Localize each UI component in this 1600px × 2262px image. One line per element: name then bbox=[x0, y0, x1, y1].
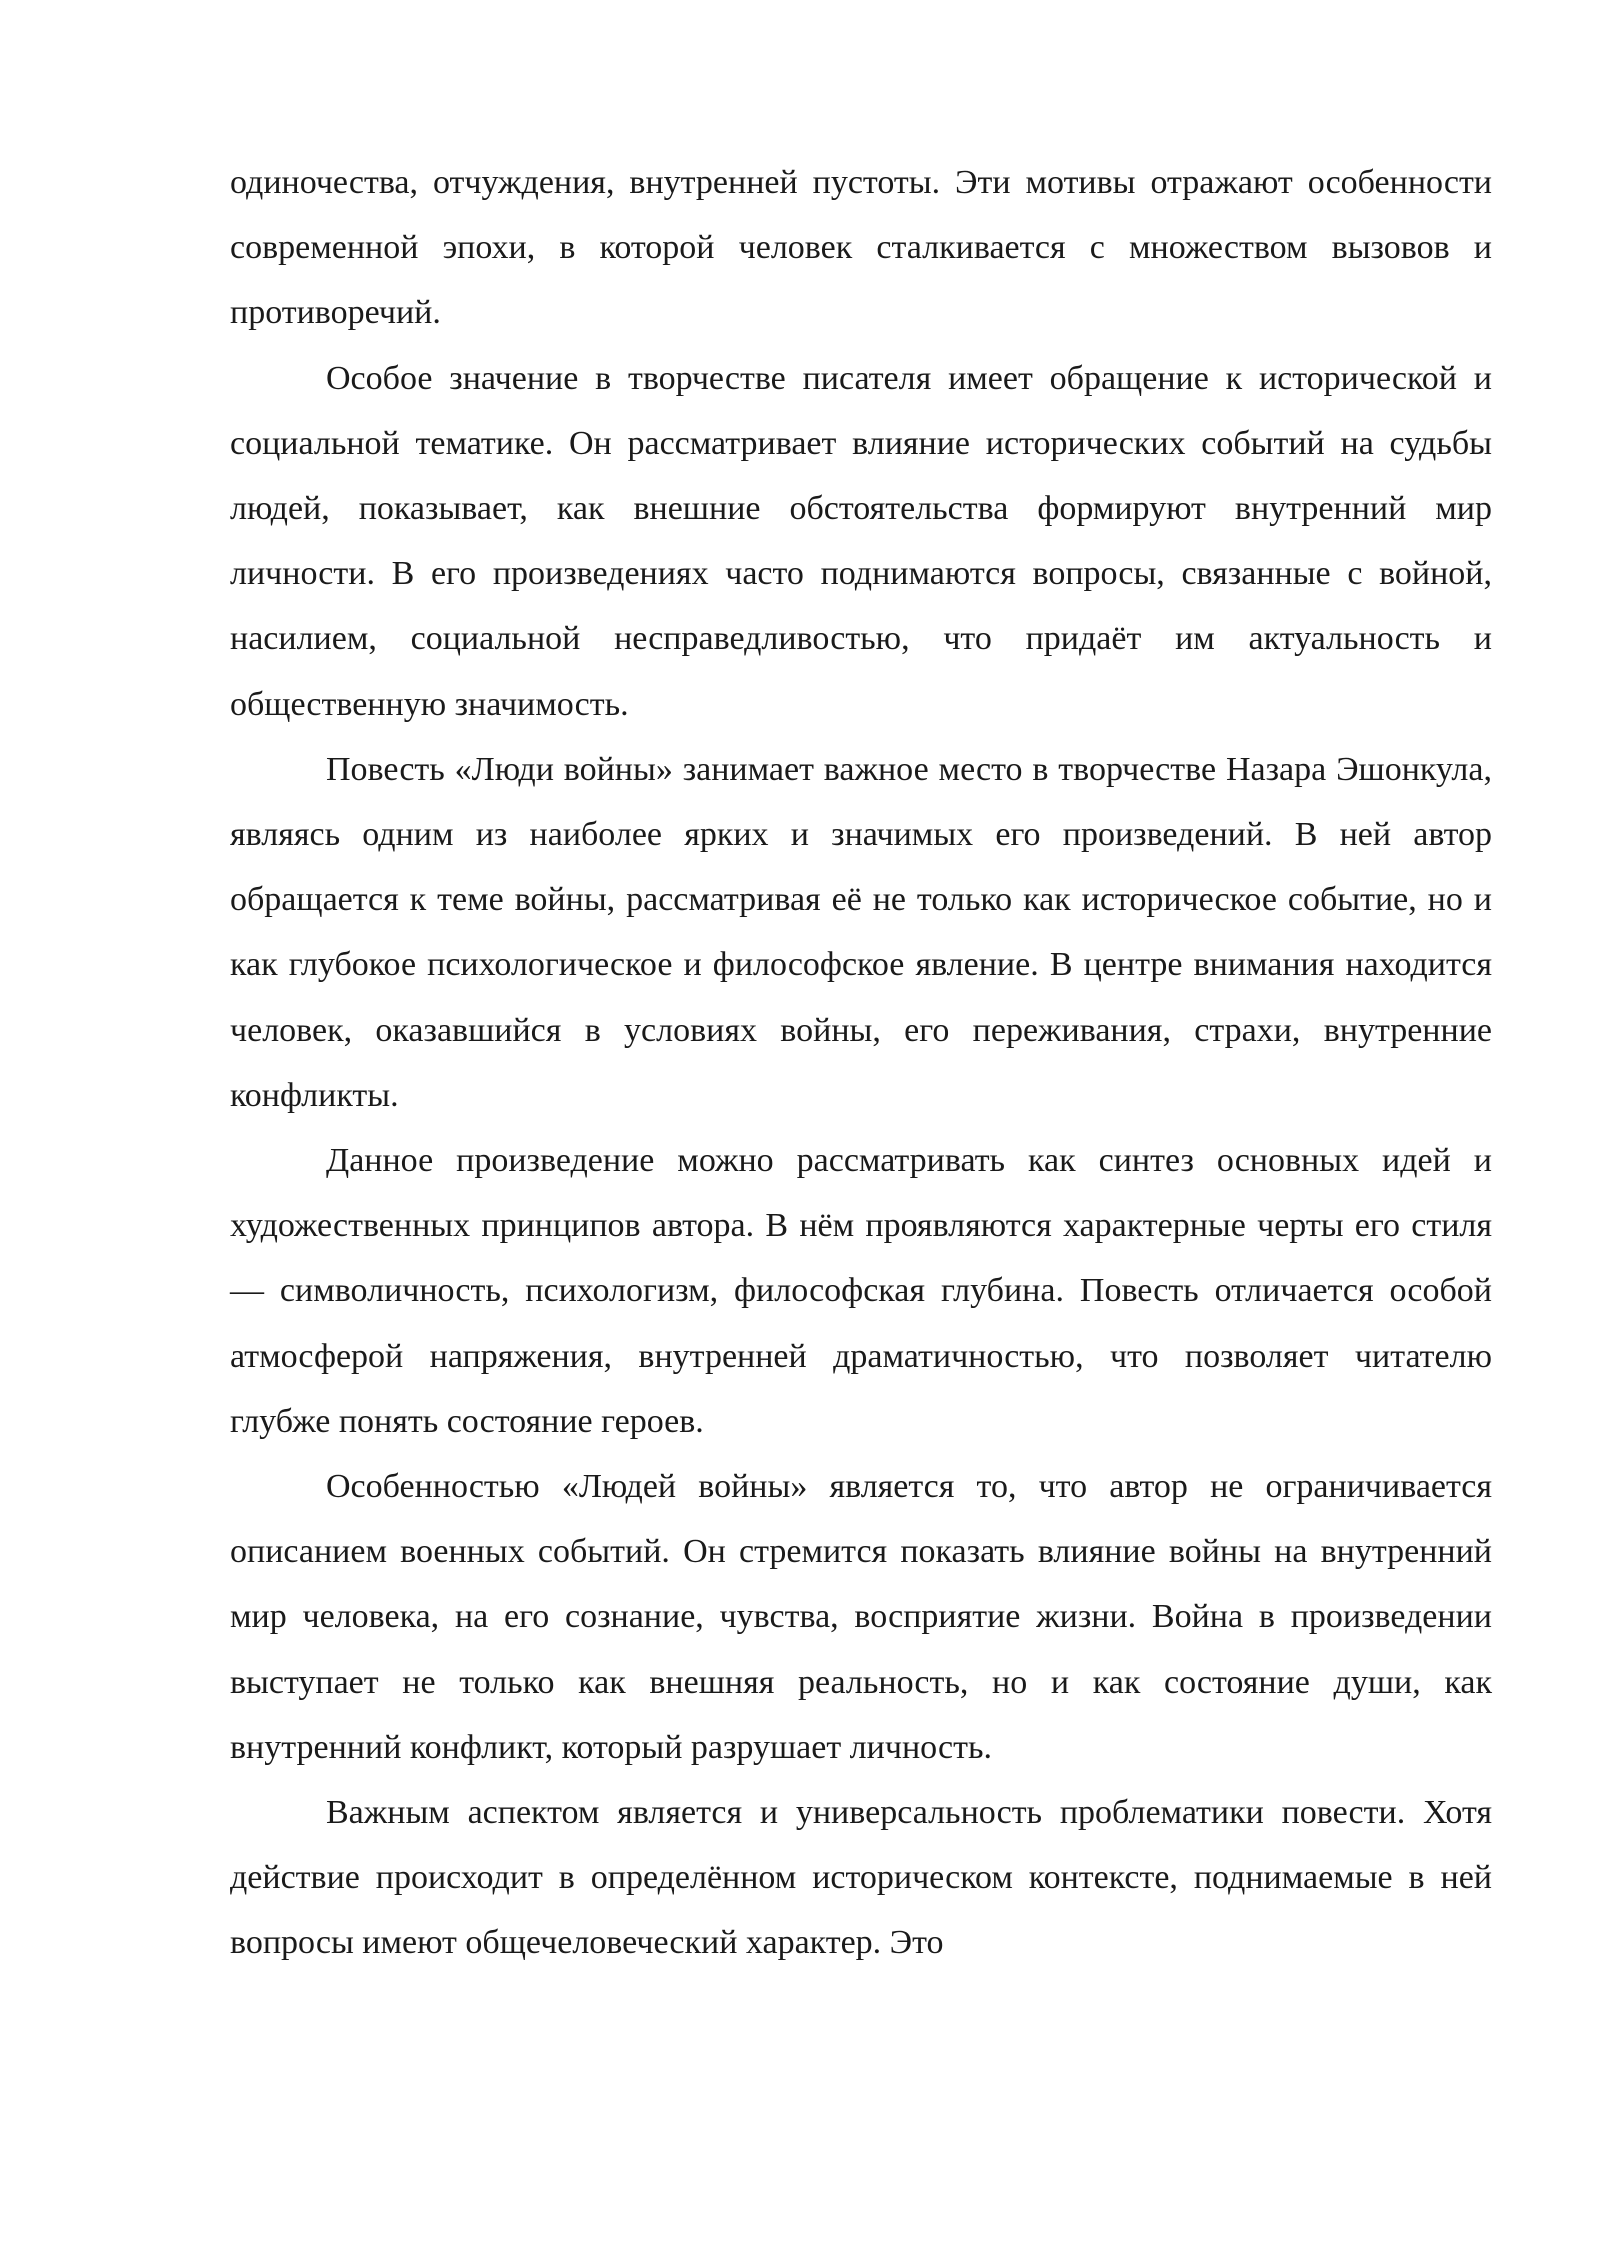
paragraph-3: Повесть «Люди войны» занимает важное место в творчестве Назара Эшонкула, являясь одним из наиболее ярких и значимых его произведений. В ней автор обращается к теме войны, рассматривая её не только как историческое событие, но и как глубокое психологическое и философское явление. В центре внимания находится человек, оказавшийся в условиях войны, его переживания, страхи, внутренние конфликты. bbox=[230, 750, 1492, 1114]
paragraph-4: Данное произведение можно рассматривать как синтез основных идей и художественных принципов автора. В нём проявляются характерные черты его стиля — символичность, психологизм, философская глубина. Повесть отличается особой атмосферой напряжения, внутренней драматичностью, что позволяет читателю глубже понять состояние героев. bbox=[230, 1142, 1492, 1440]
paragraph-6: Важным аспектом является и универсальность проблематики повести. Хотя действие происходит в определённом историческом контексте, поднимаемые в ней вопросы имеют общечеловеческий характер. Это bbox=[230, 1794, 1492, 1962]
paragraph-1: одиночества, отчуждения, внутренней пустоты. Эти мотивы отражают особенности современной эпохи, в которой человек сталкивается с множеством вызовов и противоречий. bbox=[230, 164, 1492, 332]
paragraph-5: Особенностью «Людей войны» является то, что автор не ограничивается описанием военных событий. Он стремится показать влияние войны на внутренний мир человека, на его сознание, чувства, восприятие жизни. Война в произведении выступает не только как внешняя реальность, но и как состояние души, как внутренний конфликт, который разрушает личность. bbox=[230, 1468, 1492, 1766]
paragraph-2: Особое значение в творчестве писателя имеет обращение к исторической и социальной тематике. Он рассматривает влияние исторических событий на судьбы людей, показывает, как внешние обстоятельства формируют внутренний мир личности. В его произведениях часто поднимаются вопросы, связанные с войной, насилием, социальной несправедливостью, что придаёт им актуальность и общественную значимость. bbox=[230, 359, 1492, 723]
body-text bbox=[230, 150, 1492, 1976]
